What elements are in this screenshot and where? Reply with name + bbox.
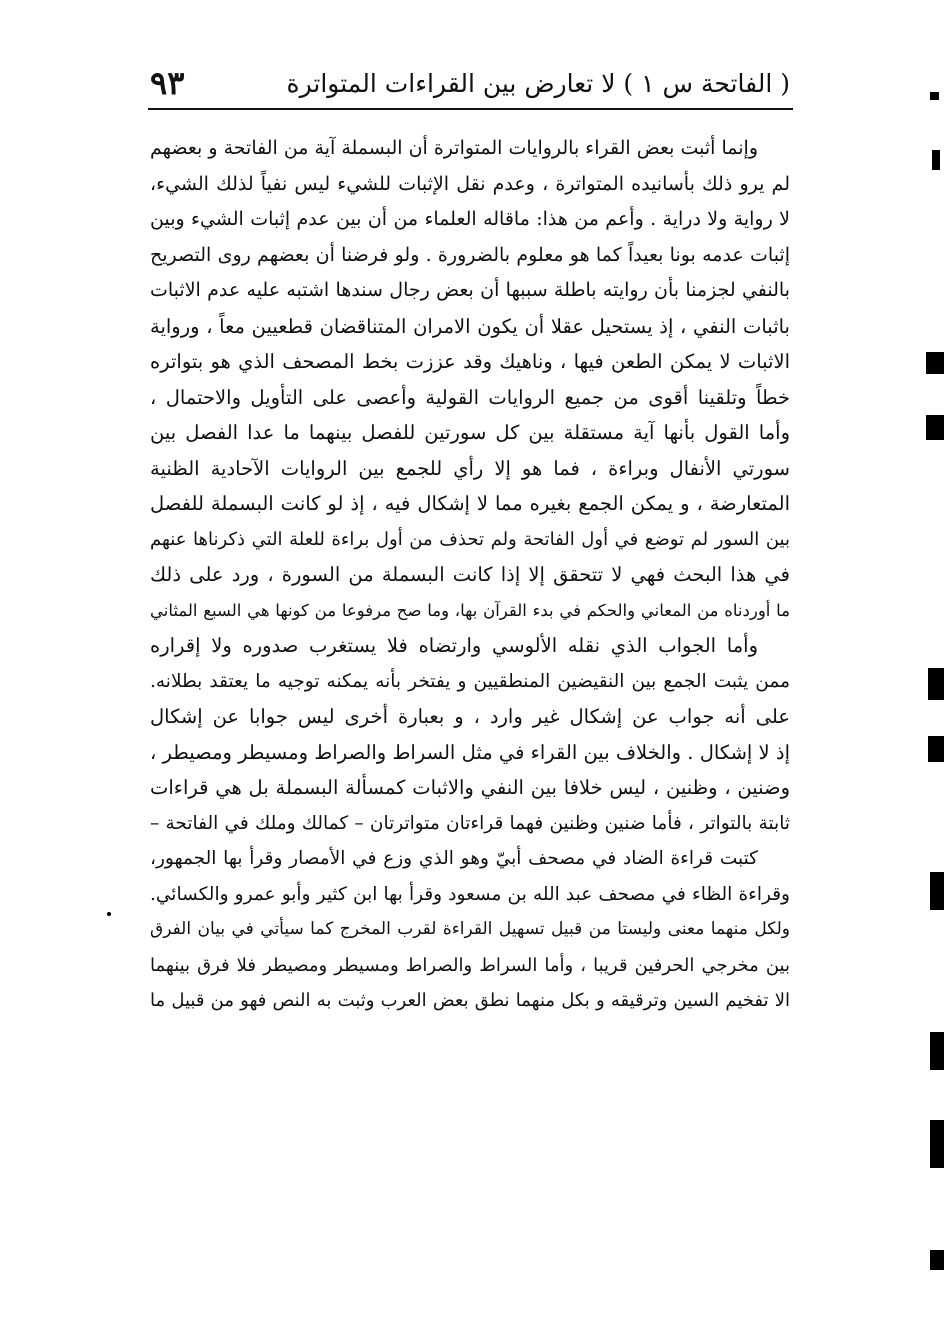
text-line: وإنما أثبت بعض القراء بالروايات المتواترة أن البسملة آية من الفاتحة و بعضهم (150, 137, 758, 159)
scan-mark (930, 872, 944, 910)
scan-mark (928, 736, 944, 762)
page-header (150, 60, 790, 106)
scan-mark (932, 150, 940, 170)
text-line: في هذا البحث فهي لا تتحقق إلا إذا كانت البسملة من السورة ، ورد على ذلك (150, 563, 790, 586)
text-line: لم يرو ذلك بأسانيده المتواترة ، وعدم نقل الإثبات للشيء ليس نفياً لذلك الشيء، (150, 172, 790, 195)
text-line: وقراءة الظاء في مصحف عبد الله بن مسعود وقرأ بها ابن كثير وأبو عمرو والكسائي. (150, 883, 790, 905)
scan-edge-marks (900, 0, 944, 1321)
scan-mark (930, 1250, 944, 1270)
text-line: على أنه جواب عن إشكال غير وارد ، و بعبارة أخرى ليس جوابا عن إشكال (150, 705, 790, 728)
running-title: ( الفاتحة س ١ ) لا تعارض بين القراءات المتواترة (286, 68, 790, 98)
text-line: بين مخرجي الحرفين قريبا ، وأما السراط والصراط ومسيطر ومصيطر فلا فرق بينهما (150, 954, 790, 976)
scan-mark (926, 352, 944, 374)
scan-mark (930, 1120, 944, 1168)
text-line: الاثبات لا يمكن الطعن فيها ، وناهيك وقد عززت بخط المصحف الذي هو بتواتره (150, 350, 790, 373)
text-line: بين السور لم توضع في أول الفاتحة ولم تحذف من أول براءة للعلة التي ذكرناها عنهم (150, 528, 790, 550)
text-line: خطاً وتلقينا أقوى من جميع الروايات القولية وأعصى على التأويل والاحتمال ، (150, 385, 790, 409)
text-line: الا تفخيم السين وترقيقه و بكل منهما نطق بعض العرب وثبت به النص فهو من قبيل ما (150, 990, 790, 1011)
scan-mark (930, 1032, 944, 1070)
text-line: وأما القول بأنها آية مستقلة بين كل سورتين للفصل بينهما ما عدا الفصل بين (150, 421, 790, 444)
text-line: لا رواية ولا دراية . وأعم من هذا: ماقاله العلماء من أن بين عدم إثبات الشيء وبين (150, 208, 790, 230)
text-line: وأما الجواب الذي نقله الألوسي وارتضاه فلا يستغرب صدوره ولا إقراره (150, 634, 758, 657)
text-line: بالنفي لجزمنا بأن روايته باطلة سببها أن بعض رجال سندها اشتبه عليه عدم الاثبات (150, 279, 790, 301)
text-line: باثبات النفي ، إذ يستحيل عقلا أن يكون الامران المتناقضان قطعيين معاً ، ورواية (150, 314, 790, 338)
text-line: إذ لا إشكال . والخلاف بين القراء في مثل السراط والصراط ومسيطر ومصيطر ، (150, 740, 790, 764)
text-line: ما أوردناه من المعاني والحكم في بدء القرآن بها، وما صح مرفوعا من كونها هي السبع المثاني (150, 600, 790, 620)
scan-speck (107, 912, 111, 916)
text-line: ولكل منهما معنى وليستا من قبيل تسهيل القراءة لقرب المخرج كما سيأتي في بيان الفرق (150, 919, 790, 939)
text-line: ثابتة بالتواتر ، فأما ضنين وظنين فهما قراءتان متواترتان – كمالك وملك في الفاتحة – (150, 812, 790, 834)
text-line: سورتي الأنفال وبراءة ، فما هو إلا رأي للجمع بين الروايات الآحادية الظنية (150, 456, 790, 480)
scan-mark (930, 92, 939, 100)
scan-mark (928, 668, 944, 700)
body-text (150, 131, 790, 1019)
page-number: ٩٣ (150, 64, 185, 102)
text-line: كتبت قراءة الضاد في مصحف أبيّ وهو الذي وزع في الأمصار وقرأ بها الجمهور، (150, 848, 758, 869)
text-line: وضنين ، وظنين ، ليس خلافا بين النفي والاثبات كمسألة البسملة بل هي قراءات (150, 776, 790, 799)
text-line: المتعارضة ، و يمكن الجمع بغيره مما لا إشكال فيه ، إذ لو كانت البسملة للفصل (150, 492, 790, 515)
text-line: إثبات عدمه بونا بعيداً كما هو معلوم بالضرورة . ولو فرضنا أن بعضهم روى التصريح (150, 243, 790, 266)
text-line: ممن يثبت الجمع بين النقيضين المنطقيين و يفتخر بأنه يمكنه توجيه ما يعتقد بطلانه. (150, 670, 790, 692)
scan-mark (926, 415, 944, 440)
header-rule (148, 108, 793, 110)
